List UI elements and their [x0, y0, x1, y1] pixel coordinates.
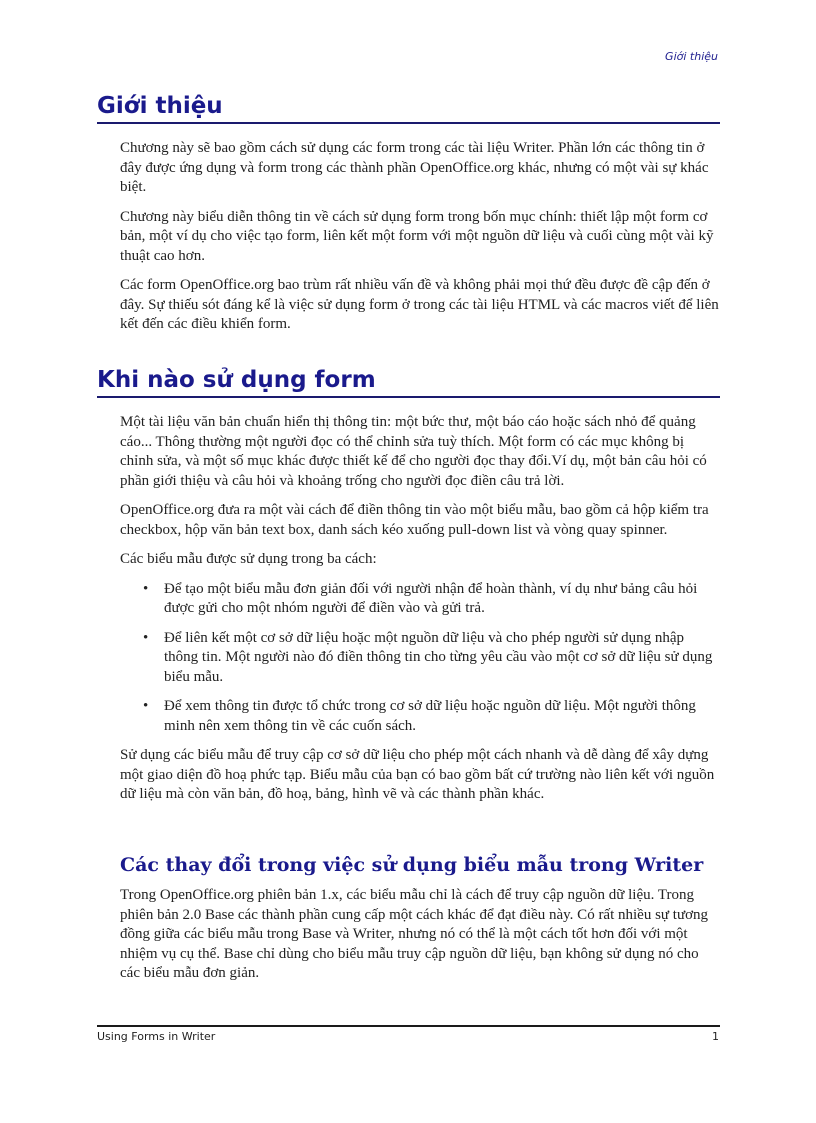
- when-section-body: [120, 413, 720, 815]
- intro-paragraph-3: Các form OpenOffice.org bao trùm rất nhiều vấn đề và không phải mọi thứ đều được đề cập đến ở đây. Sự thiếu sót đáng kể là việc sử dụng form ở trong các tài liệu HTML và các macros viết để liên kết đến các điều khiển form.: [120, 277, 719, 332]
- list-item: [120, 697, 720, 736]
- intro-paragraph-1: Chương này sẽ bao gồm cách sử dụng các form trong các tài liệu Writer. Phần lớn các thông tin ở đây được ứng dụng và form trong các thành phần OpenOffice.org khác, nhưng có một vài sự khác biệt.: [120, 140, 709, 195]
- when-closing-paragraph: Sử dụng các biểu mẫu để truy cập cơ sở dữ liệu cho phép một cách nhanh và dễ dàng để xây dựng một giao diện đồ hoạ phức tạp. Biểu mẫu của bạn có bao gồm bất cứ trường nào liên kết với nguồn dữ liệu mà còn văn bản, đồ hoạ, bảng, hình vẽ và các thành phần khác.: [120, 747, 715, 802]
- intro-paragraph-2: Chương này biểu diễn thông tin về cách sử dụng form trong bốn mục chính: thiết lập một form cơ bản, một ví dụ cho việc tạo form, liên kết một form với một nguồn dữ liệu và cuối cùng một vài kỹ thuật cao hơn.: [120, 208, 714, 264]
- list-item: [120, 580, 720, 619]
- when-paragraph-1: Một tài liệu văn bản chuẩn hiển thị thông tin: một bức thư, một báo cáo hoặc sách nhỏ để quảng cáo... Thông thường một người đọc có thể chỉnh sửa tuỳ thích. Một form có các mục không bị chỉnh sửa, và một số mục khác được thiết kế để cho người đọc thay đổi.Ví dụ, một bản câu hỏi có phần giới thiệu và câu hỏi và khoảng trống cho người đọc điền câu trả lời.: [120, 414, 707, 489]
- heading-changes-in-writer: Các thay đổi trong việc sử dụng biểu mẫu trong Writer: [120, 854, 704, 876]
- list-item-text: Để tạo một biểu mẫu đơn giản đối với người nhận để hoàn thành, ví dụ như bảng câu hỏi được gửi cho một nhóm người để điền vào và gửi trả.: [164, 580, 698, 616]
- when-paragraph-3: Các biểu mẫu được sử dụng trong ba cách:: [120, 551, 377, 567]
- intro-section-body: [120, 139, 720, 345]
- when-paragraph-2: OpenOffice.org đưa ra một vài cách để điền thông tin vào một biểu mẫu, bao gồm cả hộp kiểm tra checkbox, hộp văn bản text box, danh sách kéo xuống pull-down list và vòng quay spinner.: [120, 502, 709, 538]
- bullet-icon: •: [143, 580, 149, 597]
- list-item-text: Để xem thông tin được tổ chức trong cơ sở dữ liệu hoặc nguồn dữ liệu. Một người thông minh nên xem thông tin về các cuốn sách.: [164, 698, 696, 734]
- heading-when-to-use-forms: Khi nào sử dụng form: [97, 366, 720, 398]
- list-item-text: Để liên kết một cơ sở dữ liệu hoặc một nguồn dữ liệu và cho phép người sử dụng nhập thông tin. Một người nào đó điền thông tin cho từng yêu cầu vào một cơ sở dữ liệu sử dụng biểu mẫu.: [164, 629, 713, 685]
- footer-page-number: 1: [712, 1030, 719, 1043]
- heading-intro: Giới thiệu: [97, 92, 720, 124]
- list-item: [120, 629, 720, 688]
- running-header: Giới thiệu: [665, 50, 718, 63]
- bullet-icon: •: [143, 629, 149, 646]
- usage-bullet-list: [120, 580, 720, 737]
- changes-section-body: [120, 886, 720, 994]
- changes-paragraph-1: Trong OpenOffice.org phiên bản 1.x, các biểu mẫu chỉ là cách để truy cập nguồn dữ liệu. Trong phiên bản 2.0 Base các thành phần cung cấp một cách khác để đạt điều này. Có rất nhiều sự tương đồng giữa các biểu mẫu trong Base và Writer, nhưng nó có thể là một cách tốt hơn đối với một nhiệm vụ cụ thể. Base chỉ dùng cho biểu mẫu truy cập nguồn dữ liệu, bạn không sử dụng nó cho các biểu mẫu đơn giản.: [120, 887, 709, 981]
- footer-doc-title: Using Forms in Writer: [97, 1030, 216, 1043]
- bullet-icon: •: [143, 698, 149, 714]
- footer-divider: [97, 1025, 720, 1027]
